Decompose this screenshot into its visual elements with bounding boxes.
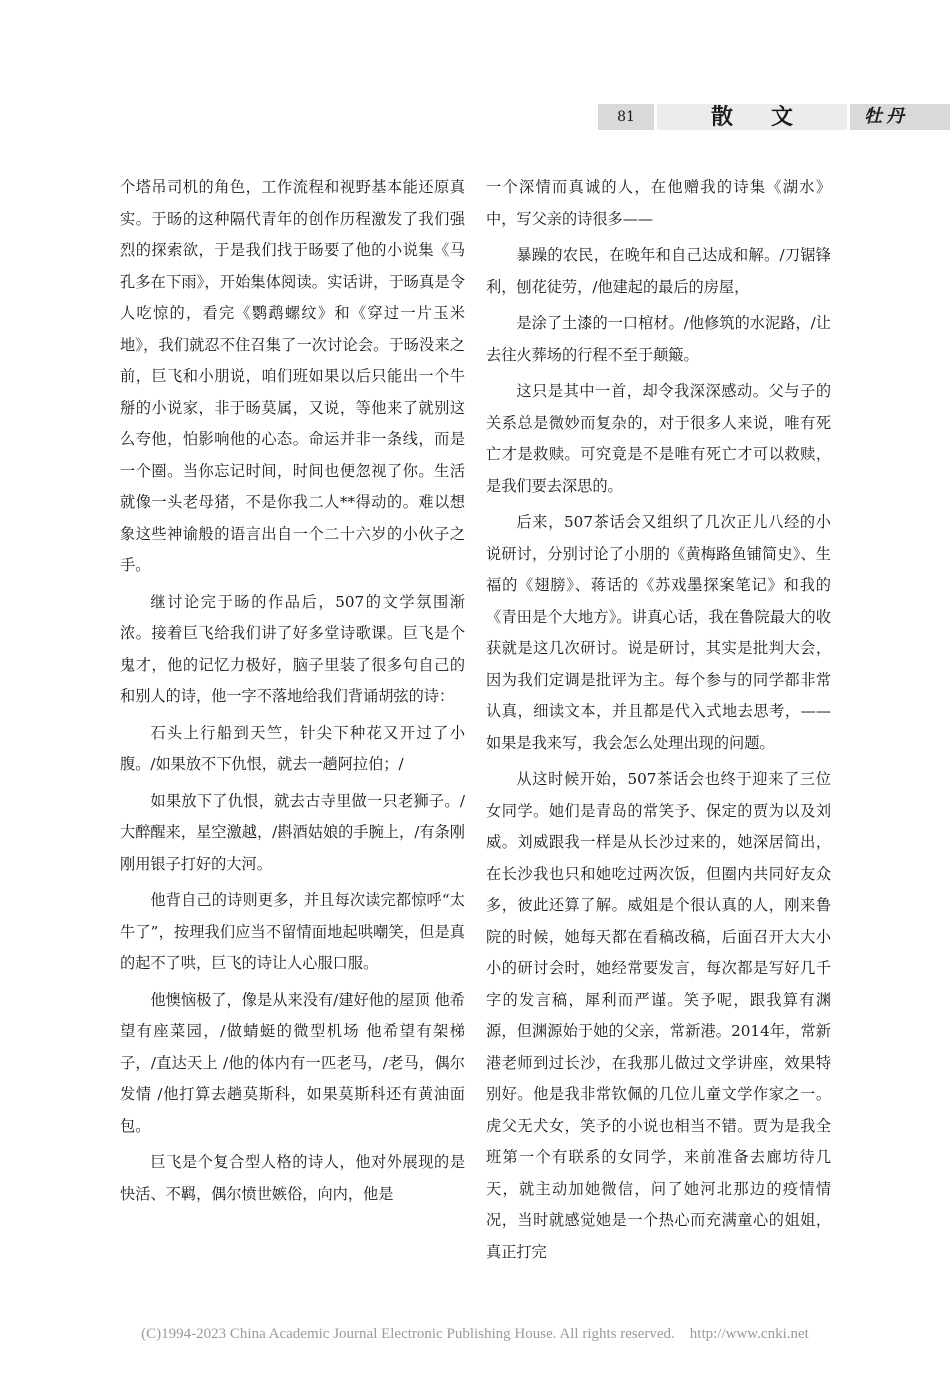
poem-quote: 他懊恼极了，像是从来没有/建好他的屋顶 他希望有座菜园，/做蜻蜓的微型机场 他希望有架梯子，/直达天上 /他的体内有一匹老马，/老马，偶尔发情 /他打算去趟莫斯科，如果莫斯科还有黄油面包。 bbox=[120, 990, 465, 1135]
section-title: 散文 bbox=[657, 104, 847, 130]
poem-quote: 如果放下了仇恨，就去古寺里做一只老狮子。/大醉醒来，星空激越，/斟酒姑娘的手腕上，/有条刚刚用银子打好的大河。 bbox=[120, 791, 465, 873]
paragraph: 巨飞是个复合型人格的诗人，他对外展现的是快活、不羁，偶尔愤世嫉俗，向内，他是 bbox=[120, 1153, 465, 1203]
poem-quote: 石头上行船到天竺，针尖下种花又开过了小腹。/如果放不下仇恨，就去一趟阿拉伯；/ bbox=[120, 723, 465, 773]
paragraph: 他背自己的诗则更多，并且每次读完都惊呼“太牛了”，按理我们应当不留情面地起哄嘲笑，但是真的起不了哄，巨飞的诗让人心服口服。 bbox=[120, 891, 465, 972]
paragraph: 继讨论完于旸的作品后，507的文学氛围渐浓。接着巨飞给我们讲了好多堂诗歌课。巨飞是个鬼才，他的记忆力极好，脑子里装了很多句自己的和别人的诗，他一字不落地给我们背诵胡弦的诗： bbox=[120, 592, 465, 705]
magazine-brand: 牡丹 bbox=[850, 104, 950, 130]
paragraph: 这只是其中一首，却令我深深感动。父与子的关系总是微妙而复杂的，对于很多人来说，唯有死亡才是救赎。可究竟是不是唯有死亡才可以救赎，是我们要去深思的。 bbox=[486, 382, 831, 495]
copyright-footer: (C)1994-2023 China Academic Journal Electronic Publishing House. All rights reserved. http://www.cnki.net bbox=[141, 1326, 809, 1342]
paragraph: 后来，507茶话会又组织了几次正儿八经的小说研讨，分别讨论了小朋的《黄梅路鱼铺简史》、生福的《翅膀》、蒋话的《苏戏墨探案笔记》和我的《青田是个大地方》。讲真心话，我在鲁院最大的收获就是这几次研讨。说是研讨，其实是批判大会，因为我们定调是批评为主。每个参与的同学都非常认真，细读文本，并且都是代入式地去思考，——如果是我来写，我会怎么处理出现的问题。 bbox=[486, 513, 831, 752]
paragraph: 从这时候开始，507茶话会也终于迎来了三位女同学。她们是青岛的常笑予、保定的贾为以及刘威。刘威跟我一样是从长沙过来的，她深居简出，在长沙我也只和她吃过两次饭，但圈内共同好友众多，彼此还算了解。威姐是个很认真的人，刚来鲁院的时候，她每天都在看稿改稿，后面召开大大小小的研讨会时，她经常要发言，每次都是写好几千字的发言稿，犀利而严谨。笑予呢，跟我算有渊源，但渊源始于她的父亲，常新港。2014年，常新港老师到过长沙，在我那儿做过文学讲座，效果特别好。他是我非常钦佩的几位儿童文学作家之一。虎父无犬女，笑予的小说也相当不错。贾为是我全班第一个有联系的女同学，来前准备去廊坊待几天，就主动加她微信，问了她河北那边的疫情情况，当时就感觉她是一个热心而充满童心的姐姐，真正打完 bbox=[486, 770, 831, 1261]
page-header bbox=[598, 104, 950, 130]
poem-quote: 暴躁的农民，在晚年和自己达成和解。/刀锯锋利，刨花徒劳，/他建起的最后的房屋， bbox=[486, 246, 831, 296]
paragraph: 一个深情而真诚的人，在他赠我的诗集《湖水》中，写父亲的诗很多—— bbox=[486, 178, 831, 228]
poem-quote: 是涂了土漆的一口棺材。/他修筑的水泥路，/让去往火葬场的行程不至于颠簸。 bbox=[486, 314, 831, 364]
page-number: 81 bbox=[598, 104, 654, 130]
left-column bbox=[120, 172, 465, 1210]
paragraph: 个塔吊司机的角色，工作流程和视野基本能还原真实。于旸的这种隔代青年的创作历程激发了我们强烈的探索欲，于是我们找于旸要了他的小说集《马孔多在下雨》，开始集体阅读。实话讲，于旸真是令人吃惊的，看完《鹦鹉螺纹》和《穿过一片玉米地》，我们就忍不住召集了一次讨论会。于旸没来之前，巨飞和小朋说，咱们班如果以后只能出一个牛掰的小说家，非于旸莫属，又说，等他来了就别这么夸他，怕影响他的心态。命运并非一条线，而是一个圈。当你忘记时间，时间也便忽视了你。生活就像一头老母猪，不是你我二人**得动的。难以想象这些神谕般的语言出自一个二十六岁的小伙子之手。 bbox=[120, 178, 465, 574]
right-column bbox=[486, 172, 831, 1268]
